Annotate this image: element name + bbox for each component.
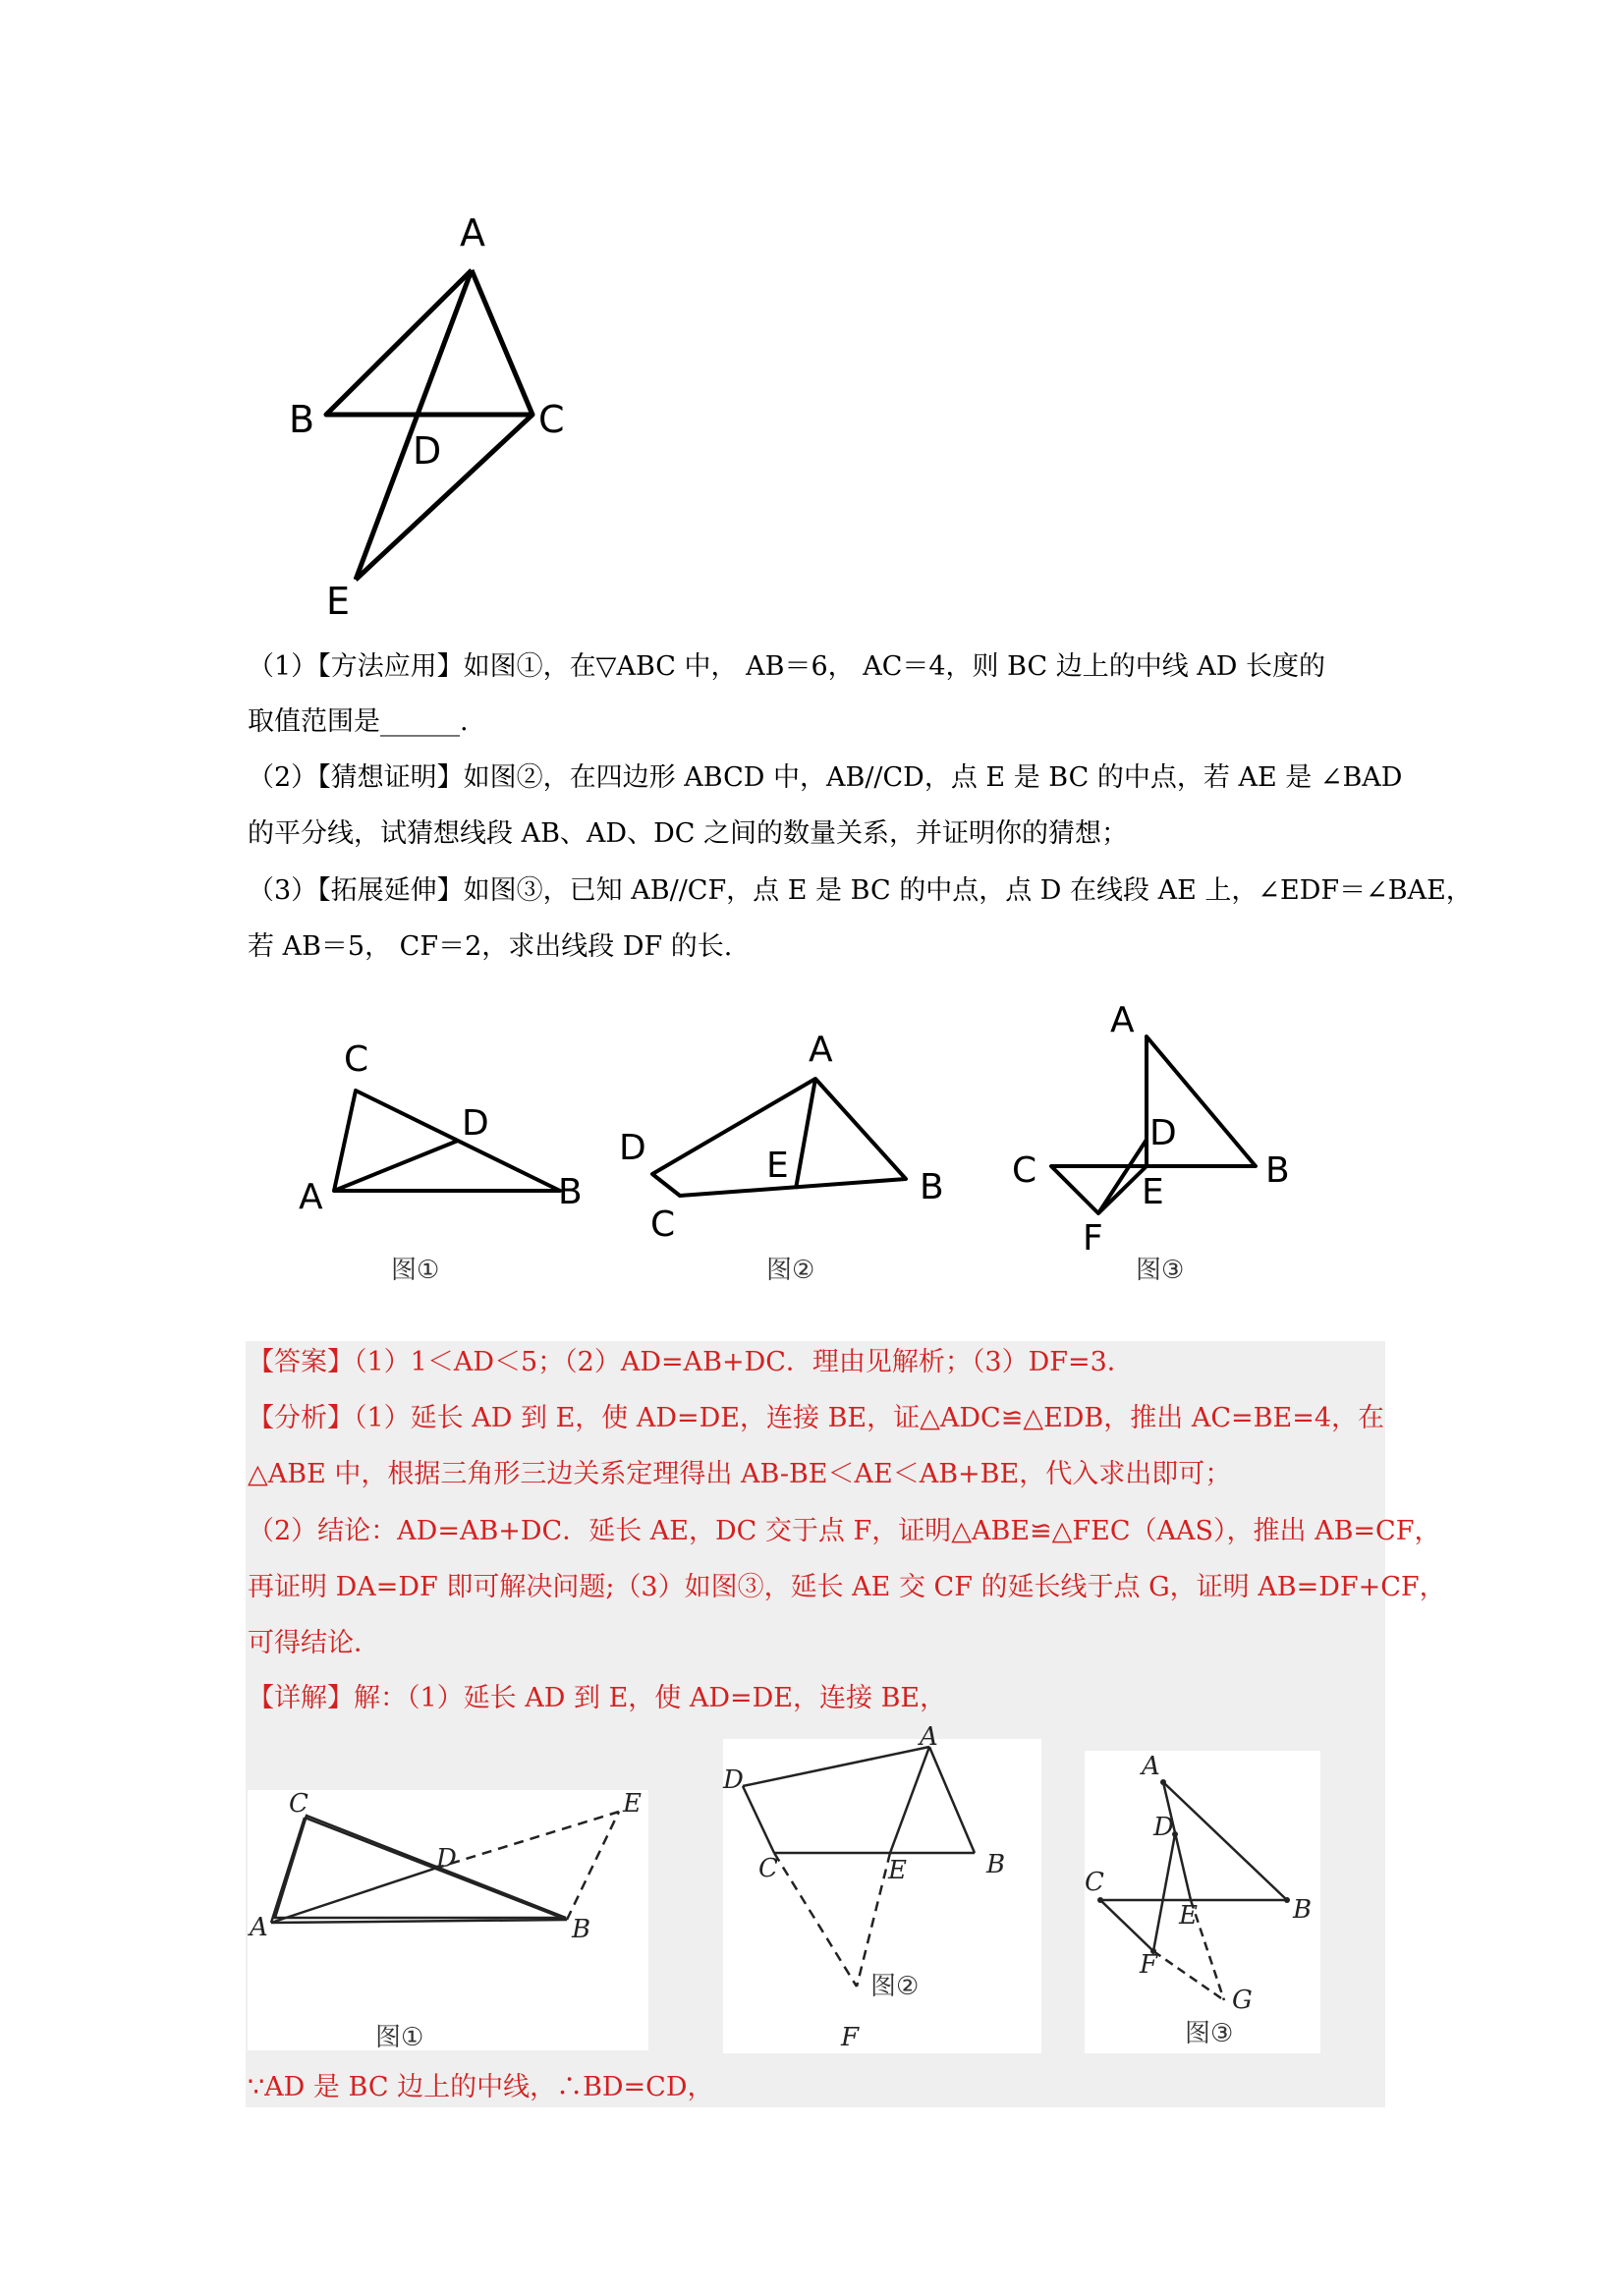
detail-line1: 【详解】解：（1）延长 AD 到 E，使 AD=DE，连接 BE， [248,1683,947,1713]
detail-line2: ∵AD 是 BC 边上的中线，∴BD=CD， [248,2072,714,2102]
main-figure [265,206,565,639]
top-fig3-caption: 图③ [1136,1256,1185,1285]
q2-line1: （2）【猜想证明】如图②，在四边形 ABCD 中，AB//CD，点 E 是 BC 的中点，若 AE 是 ∠BAD [248,762,1403,793]
bottom-fig1-label-b: B [572,1915,591,1944]
top-fig3 [1002,992,1316,1259]
top-fig2 [609,1022,963,1248]
bottom-fig1-label-c: C [289,1789,308,1819]
top-fig3-label-c: C [1012,1150,1037,1191]
top-fig1-caption: 图① [391,1256,440,1285]
top-fig1-label-a: A [299,1177,323,1217]
bottom-fig3-label-c: C [1085,1868,1104,1897]
bottom-fig2-da [743,1747,929,1786]
bottom-fig2-ae [890,1747,929,1853]
top-fig3-label-f: F [1083,1218,1103,1259]
q3-line1: （3）【拓展延伸】如图③，已知 AB//CF，点 E 是 BC 的中点，点 D 在线段 AE 上，∠EDF＝∠BAE， [248,875,1473,906]
bottom-fig1-caption: 图① [375,2023,424,2052]
bottom-fig2-label-c: C [758,1854,778,1883]
analysis-line1: 【分析】（1）延长 AD 到 E，使 AD=DE，连接 BE，证△ADC≌△EDB，推出 AC=BE=4，在 [248,1403,1384,1433]
q3-line2: 若 AB＝5， CF＝2，求出线段 DF 的长. [248,931,733,962]
q1-line2: 取值范围是______. [248,706,469,737]
bottom-fig2-ab [929,1747,975,1853]
bottom-fig3-label-a: A [1142,1752,1160,1781]
bottom-fig2-label-d: D [723,1765,744,1795]
bottom-fig1-ad-line [271,1869,434,1923]
bottom-fig3 [1085,1751,1320,2053]
answer-line: 【答案】（1）1＜AD＜5；（2）AD=AB+DC．理由见解析；（3）DF=3． [248,1347,1134,1377]
bottom-fig1-label-a: A [250,1913,268,1942]
top-fig1-median [334,1141,458,1191]
main-label-c: C [538,398,565,441]
main-segment-ce [356,415,532,580]
main-label-a: A [460,211,485,254]
bottom-fig1 [248,1790,648,2050]
top-fig2-label-b: B [920,1167,944,1207]
bottom-fig2-cf [774,1853,857,1987]
top-fig3-label-b: B [1265,1150,1290,1191]
top-fig3-triangle-cef [1051,1166,1147,1213]
analysis-line3: （2）结论：AD=AB+DC．延长 AE，DC 交于点 F，证明△ABE≌△FEC（AAS），推出 AB=CF， [248,1516,1441,1546]
analysis-line4: 再证明 DA=DF 即可解决问题;（3）如图③，延长 AE 交 CF 的延长线于点 G，证明 AB=DF+CF， [248,1572,1446,1602]
bottom-fig3-label-d: D [1153,1813,1174,1842]
top-fig3-label-a: A [1110,1000,1135,1040]
bottom-fig2-ef [857,1853,890,1987]
main-segment-ae [356,270,472,580]
main-label-d: D [413,429,442,473]
bottom-fig1-label-e: E [623,1789,642,1819]
bottom-fig1-label-d: D [436,1844,457,1874]
bottom-fig3-label-g: G [1232,1986,1253,2015]
main-label-b: B [289,398,315,441]
bottom-fig2-label-e: E [888,1856,907,1885]
top-fig1 [285,1022,609,1248]
bottom-fig2-dc [743,1786,774,1853]
bottom-fig2-label-f: F [841,2023,860,2052]
bottom-fig2-label-a: A [920,1722,938,1752]
bottom-fig3-label-e: E [1179,1901,1198,1931]
main-label-e: E [326,580,351,623]
bottom-fig3-ab [1163,1782,1287,1900]
bottom-fig2-label-b: B [986,1850,1006,1879]
bottom-fig3-fg [1153,1951,1224,2000]
analysis-line2: △ABE 中，根据三角形三边关系定理得出 AB-BE＜AE＜AB+BE，代入求出即可； [248,1459,1232,1489]
bottom-fig1-ab [271,1920,567,1923]
bottom-fig1-ac [271,1818,305,1923]
top-fig2-label-d: D [619,1128,646,1168]
top-fig2-label-e: E [766,1146,789,1186]
top-fig2-caption: 图② [766,1256,815,1285]
top-fig1-label-c: C [344,1039,369,1080]
bottom-fig3-caption: 图③ [1185,2019,1234,2048]
main-triangle [326,270,532,415]
bottom-fig3-label-b: B [1293,1895,1313,1925]
bottom-fig3-fd [1153,1834,1175,1951]
analysis-line5: 可得结论． [248,1628,380,1658]
bottom-fig1-de [434,1812,619,1869]
top-fig2-ae [796,1079,815,1189]
top-fig2-label-a: A [809,1030,833,1070]
top-fig2-label-c: C [650,1204,676,1245]
top-fig1-label-b: B [558,1172,583,1212]
bottom-fig3-label-f: F [1140,1950,1158,1980]
top-fig3-df [1098,1140,1147,1213]
bottom-fig1-be [567,1812,619,1920]
bottom-fig2-caption: 图② [870,1972,920,2001]
top-fig3-label-d: D [1149,1113,1177,1153]
q2-line2: 的平分线，试猜想线段 AB、AD、DC 之间的数量关系，并证明你的猜想； [248,818,1128,849]
q1-line1: （1）【方法应用】如图①，在▽ABC 中， AB＝6， AC＝4，则 BC 边上的中线 AD 长度的 [248,651,1326,682]
bottom-fig3-cf [1100,1900,1153,1951]
top-fig1-label-d: D [462,1103,489,1144]
top-fig3-label-e: E [1142,1172,1164,1212]
bottom-fig2 [723,1722,1041,2053]
